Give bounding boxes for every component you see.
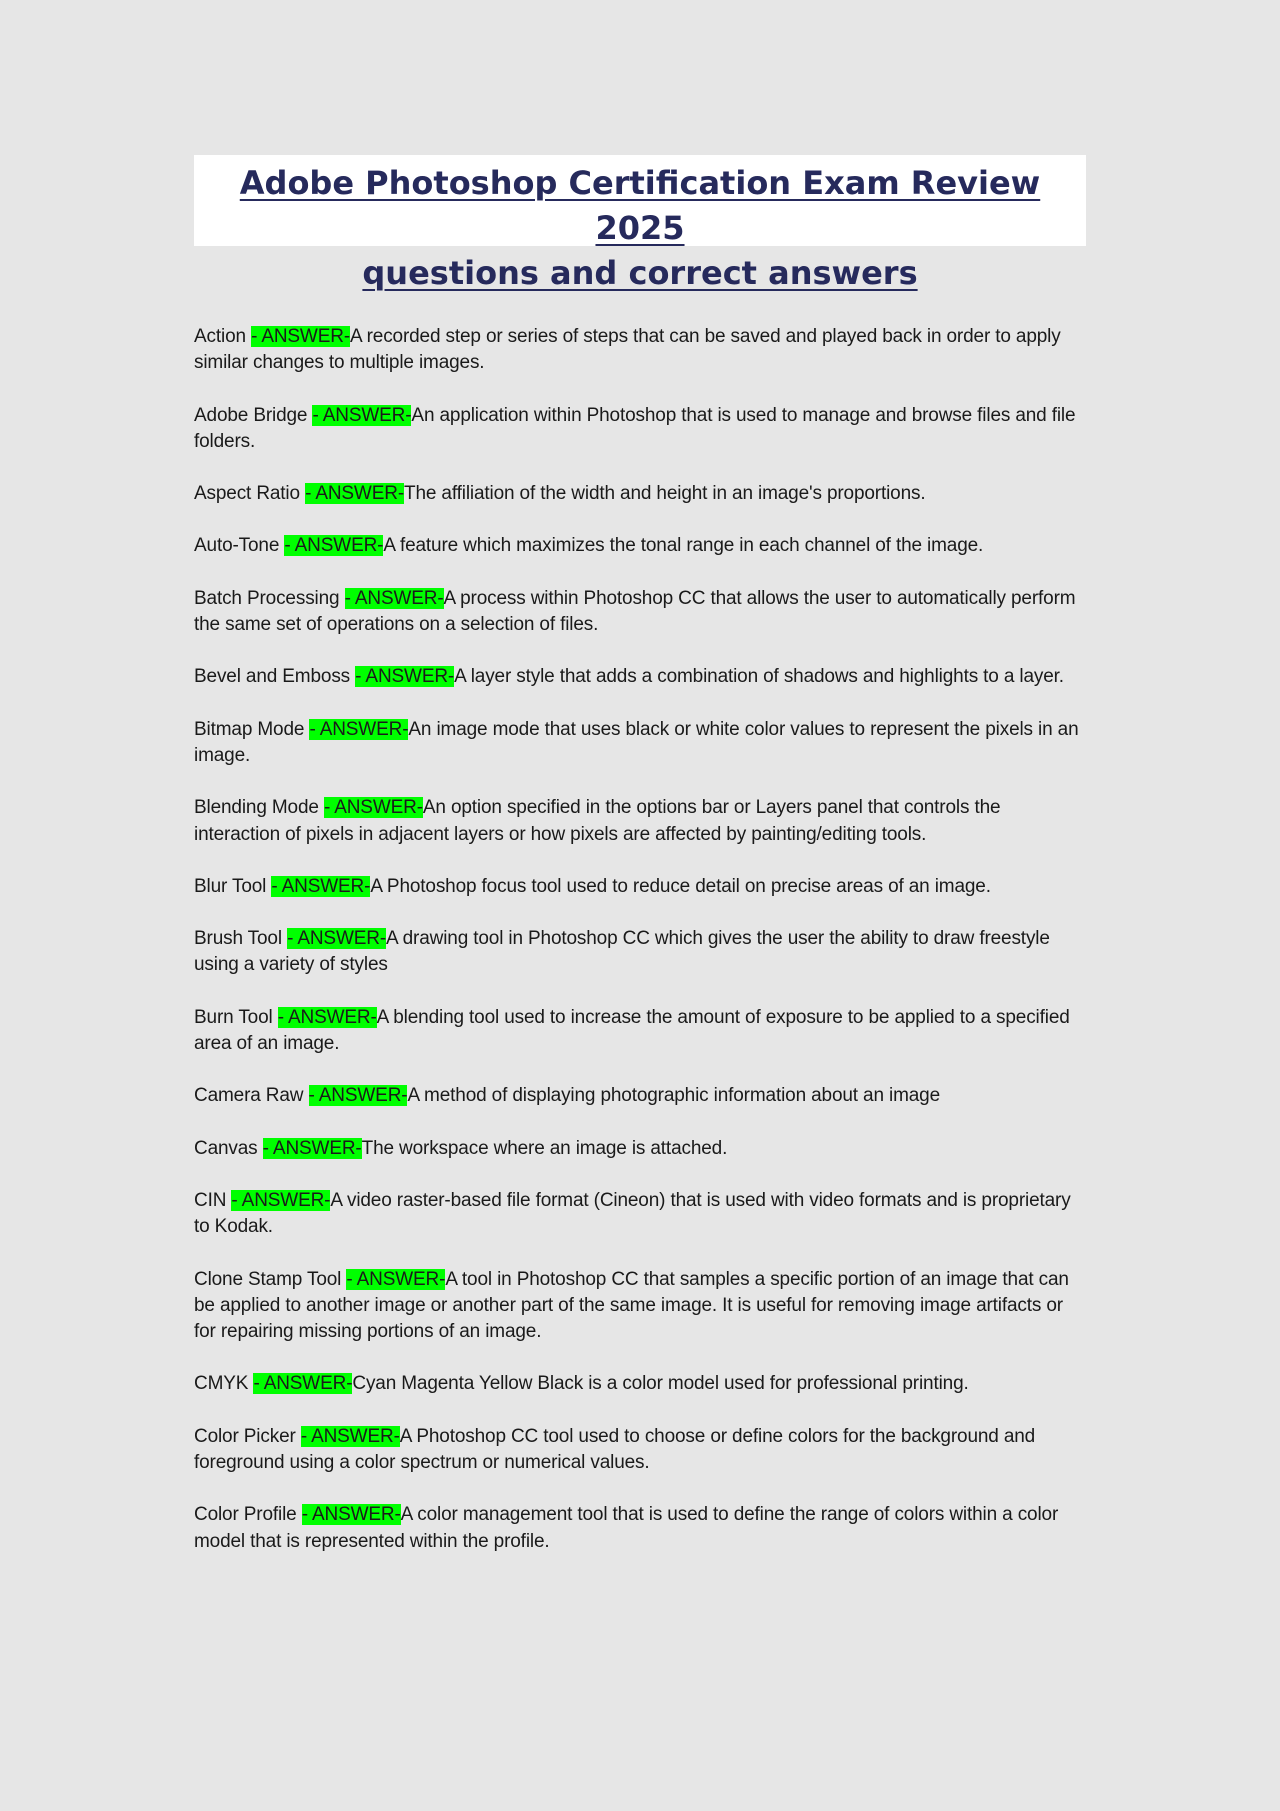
entry-term: CIN <box>194 1189 227 1211</box>
answer-marker: - ANSWER- <box>301 1504 401 1526</box>
answer-marker: - ANSWER- <box>231 1189 331 1211</box>
qa-entry <box>194 664 1086 690</box>
answer-marker: - ANSWER- <box>253 1373 353 1395</box>
answer-marker: - ANSWER- <box>271 875 371 897</box>
entry-definition: A blending tool used to increase the amount of exposure to be applied to a specified area of an image. <box>194 1006 1070 1055</box>
title-box <box>194 155 1086 292</box>
entry-definition: The workspace where an image is attached. <box>361 1137 728 1159</box>
entry-term: Bitmap Mode <box>194 718 305 740</box>
entry-definition: A video raster-based file format (Cineon) that is used with video formats and is proprietary to Kodak. <box>194 1189 1071 1238</box>
answer-marker: - ANSWER- <box>346 1268 446 1290</box>
entry-definition: A Photoshop CC tool used to choose or define colors for the background and foreground using a color spectrum or numerical values. <box>194 1425 1036 1474</box>
entry-definition: A method of displaying photographic information about an image <box>407 1085 941 1107</box>
entry-definition: A layer style that adds a combination of shadows and highlights to a layer. <box>454 666 1064 688</box>
answer-marker: - ANSWER- <box>284 535 384 557</box>
qa-entry <box>194 926 1086 979</box>
entry-term: Batch Processing <box>194 587 340 609</box>
qa-entry <box>194 586 1086 639</box>
entry-definition: A process within Photoshop CC that allows the user to automatically perform the same set of operations on a selection of files. <box>194 587 1076 636</box>
qa-entry <box>194 403 1086 456</box>
answer-marker: - ANSWER- <box>305 483 404 505</box>
entry-term: Canvas <box>194 1137 258 1159</box>
qa-entry <box>194 717 1086 770</box>
qa-entry <box>194 1005 1086 1058</box>
answer-marker: - ANSWER- <box>355 666 455 688</box>
qa-entry <box>194 874 1086 900</box>
qa-entry <box>194 795 1086 848</box>
qa-entry <box>194 1424 1086 1477</box>
title-line-2: questions and correct answers <box>362 254 918 292</box>
qa-entry <box>194 1502 1086 1555</box>
entry-term: Bevel and Emboss <box>194 666 351 688</box>
answer-marker: - ANSWER- <box>309 718 409 740</box>
answer-marker: - ANSWER- <box>251 326 350 347</box>
answer-marker: - ANSWER- <box>262 1137 362 1159</box>
entry-term: Brush Tool <box>194 928 282 950</box>
qa-entry <box>194 1267 1086 1346</box>
entry-term: Auto-Tone <box>194 535 280 557</box>
qa-entry <box>194 1188 1086 1241</box>
answer-marker: - ANSWER- <box>300 1425 400 1447</box>
document-title <box>194 155 1086 296</box>
answer-marker: - ANSWER- <box>287 928 387 950</box>
qa-entry <box>194 1083 1086 1109</box>
entry-definition: A color management tool that is used to define the range of colors within a color model that is represented within the profile. <box>194 1504 1059 1552</box>
entry-definition: A feature which maximizes the tonal range in each channel of the image. <box>383 535 984 557</box>
entry-definition: A recorded step or series of steps that can be saved and played back in order to apply similar changes to multiple images. <box>194 326 1061 374</box>
answer-marker: - ANSWER- <box>344 587 444 609</box>
qa-entry <box>194 1371 1086 1397</box>
qa-entry <box>194 1136 1086 1162</box>
entry-term: Camera Raw <box>194 1085 304 1107</box>
answer-marker: - ANSWER- <box>312 404 412 426</box>
entry-definition: A Photoshop focus tool used to reduce detail on precise areas of an image. <box>370 875 991 897</box>
entry-definition: An option specified in the options bar or Layers panel that controls the interaction of pixels in adjacent layers or how pixels are affected by painting/editing tools. <box>194 797 1001 845</box>
entry-term: CMYK <box>194 1373 249 1395</box>
qa-entry <box>194 481 1086 507</box>
entry-term: Blending Mode <box>194 797 319 819</box>
entry-term: Clone Stamp Tool <box>194 1268 342 1290</box>
entry-definition: An image mode that uses black or white color values to represent the pixels in an image. <box>194 718 1079 766</box>
entry-definition: The affiliation of the width and height in an image's proportions. <box>404 483 926 505</box>
qa-entry-list <box>194 324 1086 1581</box>
qa-entry <box>194 533 1086 559</box>
answer-marker: - ANSWER- <box>277 1006 377 1028</box>
entry-term: Action <box>194 326 246 347</box>
entry-term: Aspect Ratio <box>194 483 300 505</box>
entry-definition: Cyan Magenta Yellow Black is a color model used for professional printing. <box>352 1373 969 1395</box>
entry-definition: A drawing tool in Photoshop CC which gives the user the ability to draw freestyle using a variety of styles <box>194 928 1050 976</box>
answer-marker: - ANSWER- <box>323 797 423 819</box>
entry-term: Color Profile <box>194 1504 297 1526</box>
entry-definition: An application within Photoshop that is used to manage and browse files and file folders. <box>194 404 1076 452</box>
entry-term: Burn Tool <box>194 1006 273 1028</box>
answer-marker: - ANSWER- <box>308 1085 408 1107</box>
qa-entry <box>194 324 1086 377</box>
entry-term: Blur Tool <box>194 875 267 897</box>
entry-term: Color Picker <box>194 1425 296 1447</box>
title-line-1: Adobe Photoshop Certification Exam Review 2025 <box>239 164 1041 247</box>
entry-term: Adobe Bridge <box>194 404 308 426</box>
entry-definition: A tool in Photoshop CC that samples a specific portion of an image that can be applied to another image or another part of the same image. It is useful for removing image artifacts or for repairing missing portions of an image. <box>194 1268 1069 1343</box>
